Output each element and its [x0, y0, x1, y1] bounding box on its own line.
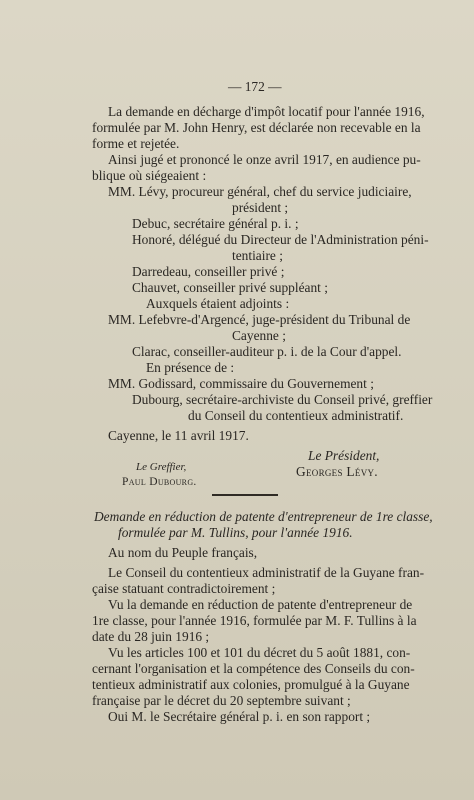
member-line: tentiaire ; — [232, 248, 283, 263]
member-line: Debuc, secrétaire général p. i. ; — [132, 216, 299, 231]
member-line: président ; — [232, 200, 289, 215]
text-line: 1re classe, pour l'année 1916, formulée par M. F. Tullins à la — [92, 613, 417, 628]
member-line: Auxquels étaient adjoints : — [146, 296, 290, 311]
text-line: blique où siégeaient : — [92, 168, 207, 183]
text-line: Le Conseil du contentieux administratif de la Guyane fran- — [108, 565, 425, 580]
text-line: Oui M. le Secrétaire général p. i. en son rapport ; — [108, 709, 371, 724]
member-line: MM. Lévy, procureur général, chef du service judiciaire, — [108, 184, 412, 199]
president-title: Le Président, — [308, 448, 380, 463]
page-number: — 172 — — [228, 79, 282, 94]
member-line: MM. Godissard, commissaire du Gouvernement ; — [108, 376, 374, 391]
greffier-title: Le Greffier, — [136, 461, 187, 473]
date-line: Cayenne, le 11 avril 1917. — [108, 428, 249, 443]
member-line: Clarac, conseiller-auditeur p. i. de la Cour d'appel. — [132, 344, 402, 359]
text-line: Vu la demande en réduction de patente d'entrepreneur de — [108, 597, 413, 612]
text-line: tentieux administratif aux colonies, promulgué à la Guyane — [92, 677, 410, 692]
section-heading: formulée par M. Tullins, pour l'année 1916. — [118, 525, 353, 540]
text-line: française par le décret du 20 septembre suivant ; — [92, 693, 351, 708]
member-line: MM. Lefebvre-d'Argencé, juge-président du Tribunal de — [108, 312, 411, 327]
greffier-name: Paul Dubourg. — [122, 476, 197, 488]
text-line: Vu les articles 100 et 101 du décret du 5 août 1881, con- — [108, 645, 411, 660]
text-line: Au nom du Peuple français, — [108, 545, 258, 560]
text-line: date du 28 juin 1916 ; — [92, 629, 210, 644]
member-line: Chauvet, conseiller privé suppléant ; — [132, 280, 328, 295]
member-line: Cayenne ; — [232, 328, 286, 343]
text-line: forme et rejetée. — [92, 136, 180, 151]
member-line: Dubourg, secrétaire-archiviste du Conseil privé, greffier — [132, 392, 433, 407]
text-line: cernant l'organisation et la compétence des Conseils du con- — [92, 661, 415, 676]
member-line: En présence de : — [146, 360, 235, 375]
text-line: çaise statuant contradictoirement ; — [92, 581, 276, 596]
member-line: Darredeau, conseiller privé ; — [132, 264, 285, 279]
text-line: Ainsi jugé et prononcé le onze avril 1917, en audience pu- — [108, 152, 421, 167]
text-line: formulée par M. John Henry, est déclarée non recevable en la — [92, 120, 421, 135]
text-line: La demande en décharge d'impôt locatif pour l'année 1916, — [108, 104, 425, 119]
member-line: du Conseil du contentieux administratif. — [188, 408, 404, 423]
section-heading: Demande en réduction de patente d'entrepreneur de 1re classe, — [94, 509, 433, 524]
president-name: Georges Lévy. — [296, 464, 378, 479]
section-divider — [212, 494, 278, 496]
member-line: Honoré, délégué du Directeur de l'Administration péni- — [132, 232, 429, 247]
